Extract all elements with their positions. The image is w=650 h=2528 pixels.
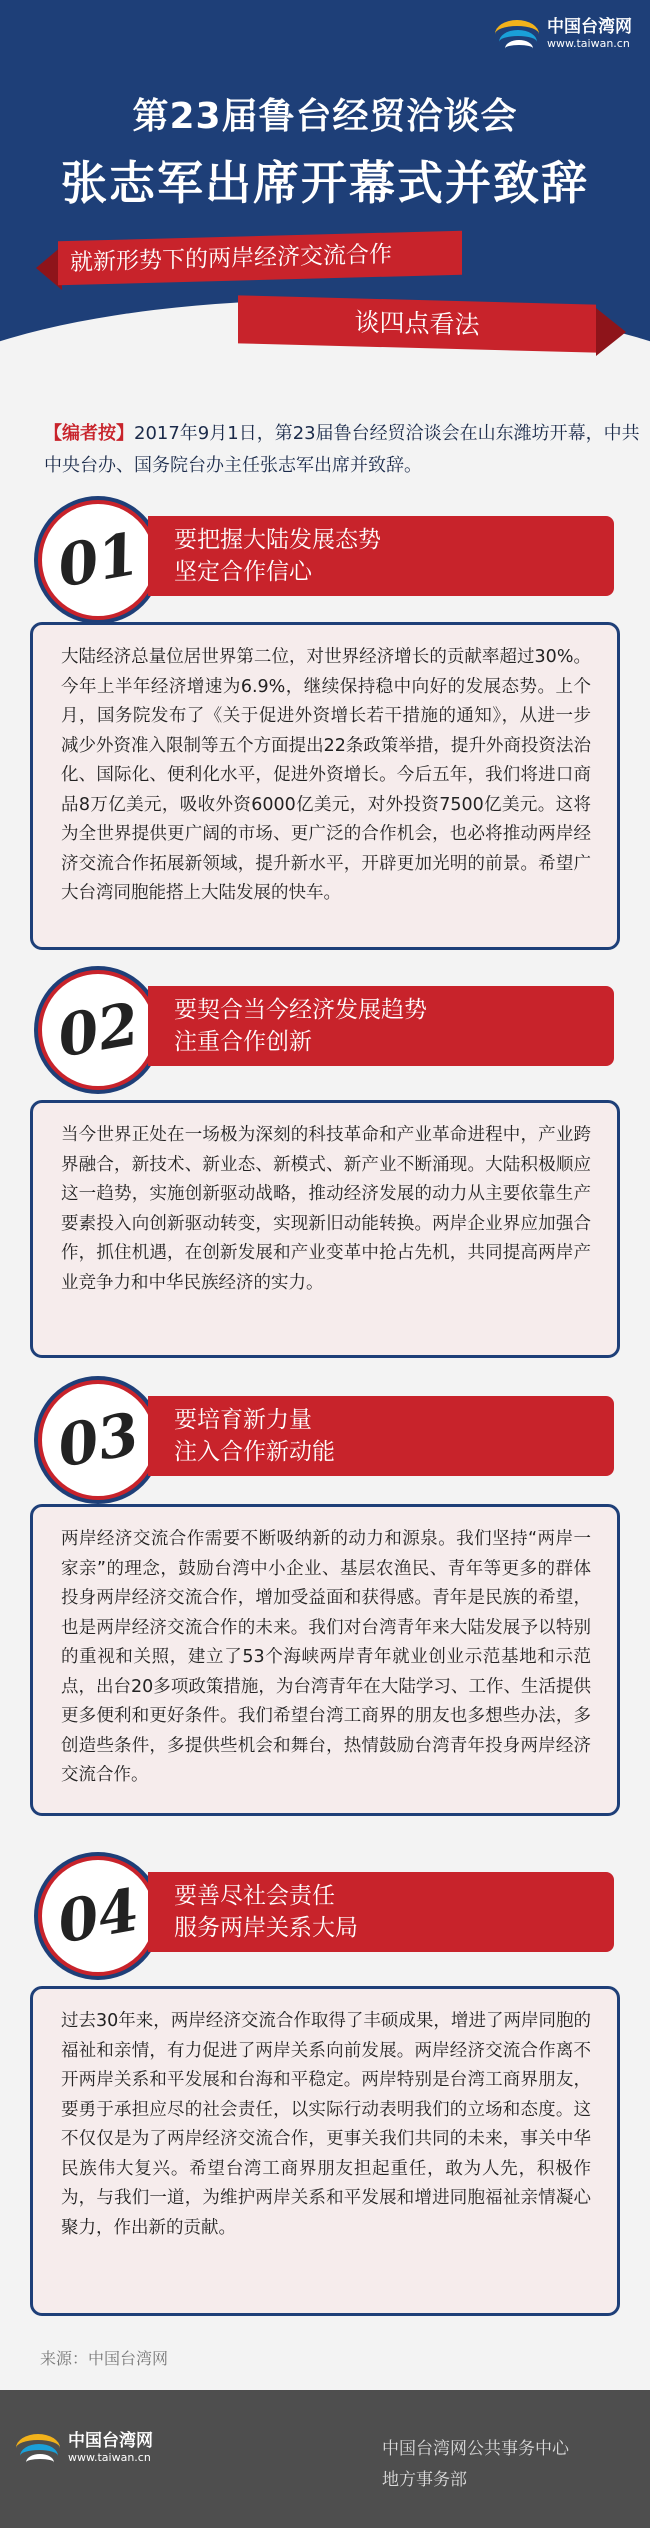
site-logo[interactable] [495, 14, 632, 54]
header-banner [0, 0, 650, 420]
section-4-heading [148, 1872, 614, 1952]
section-2-heading-line2: 注重合作创新 [174, 1029, 312, 1055]
section-1-number: 01 [52, 519, 144, 601]
section-2-heading-line1: 要契合当今经济发展趋势 [174, 997, 427, 1023]
editor-note-text: 2017年9月1日，第23届鲁台经贸洽谈会在山东潍坊开幕，中共中央台办、国务院台办主任张志军出席并致辞。 [44, 423, 640, 476]
section-1-heading-line1: 要把握大陆发展态势 [174, 527, 381, 553]
section-2-heading [148, 986, 614, 1066]
section-2-number-badge [38, 970, 158, 1090]
ribbon-2-tail [596, 308, 626, 356]
footer-info-line2: 地方事务部 [382, 2470, 467, 2490]
logo-swoosh-icon [495, 14, 541, 54]
footer [0, 2390, 650, 2528]
footer-logo-en-text: www.taiwan.cn [68, 2451, 151, 2464]
section-4-body: 过去30年来，两岸经济交流合作取得了丰硕成果，增进了两岸同胞的福祉和亲情，有力促进了两岸关系向前发展。两岸经济交流合作离不开两岸关系和平发展和台海和平稳定。两岸特别是台湾工商界朋友，要勇于承担应尽的社会责任，以实际行动表明我们的立场和态度。这不仅仅是为了两岸经济交流合作，更事关我们共同的未来，事关中华民族伟大复兴。希望台湾工商界朋友担起重任，敢为人先，积极作为，与我们一道，为维护两岸关系和平发展和增进同胞福祉亲情凝心聚力，作出新的贡献。 [30, 1986, 620, 2316]
footer-logo-cn-text: 中国台湾网 [68, 2431, 153, 2451]
section-2-number: 02 [52, 989, 144, 1071]
source-credit: 来源：中国台湾网 [40, 2349, 169, 2368]
footer-logo[interactable] [16, 2428, 153, 2468]
footer-logo-swoosh-icon [16, 2428, 62, 2468]
footer-info-line1: 中国台湾网公共事务中心 [382, 2439, 569, 2459]
section-4-heading-line2: 服务两岸关系大局 [174, 1915, 358, 1941]
section-3-number: 03 [52, 1399, 144, 1481]
section-4-number: 04 [52, 1875, 144, 1957]
section-3-number-badge [38, 1380, 158, 1500]
logo-cn-text: 中国台湾网 [547, 17, 632, 37]
section-4-number-badge [38, 1856, 158, 1976]
section-1-heading [148, 516, 614, 596]
title-line-1: 第23届鲁台经贸洽谈会 [132, 96, 518, 137]
section-3-body: 两岸经济交流合作需要不断吸纳新的动力和源泉。我们坚持“两岸一家亲”的理念，鼓励台湾中小企业、基层农渔民、青年等更多的群体投身两岸经济交流合作，增加受益面和获得感。青年是民族的希望，也是两岸经济交流合作的未来。我们对台湾青年来大陆发展予以特别的重视和关照，建立了53个海峡两岸青年就业创业示范基地和示范点，出台20多项政策措施，为台湾青年在大陆学习、工作、生活提供更多便利和更好条件。我们希望台湾工商界的朋友也多想些办法，多创造些条件，多提供些机会和舞台，热情鼓励台湾青年投身两岸经济交流合作。 [30, 1504, 620, 1816]
footer-info [382, 2434, 569, 2496]
section-2-body: 当今世界正处在一场极为深刻的科技革命和产业革命进程中，产业跨界融合，新技术、新业态、新模式、新产业不断涌现。大陆积极顺应这一趋势，实施创新驱动战略，推动经济发展的动力从主要依靠生产要素投入向创新驱动转变，实现新旧动能转换。两岸企业界应加强合作，抓住机遇，在创新发展和产业变革中抢占先机，共同提高两岸产业竞争力和中华民族经济的实力。 [30, 1100, 620, 1358]
title-line-2: 张志军出席开幕式并致辞 [61, 156, 589, 210]
editor-note-tag: 【编者按】 [44, 423, 134, 444]
section-3-heading-line1: 要培育新力量 [174, 1407, 312, 1433]
section-4-heading-line1: 要善尽社会责任 [174, 1883, 335, 1909]
editor-note [44, 418, 644, 482]
section-1-heading-line2: 坚定合作信心 [174, 559, 312, 585]
section-1-number-badge [38, 500, 158, 620]
ribbon-subtitle-2: 谈四点看法 [238, 295, 596, 352]
ribbon-subtitle-1: 就新形势下的两岸经济交流合作 [58, 231, 462, 286]
logo-en-text: www.taiwan.cn [547, 37, 630, 50]
section-1-body: 大陆经济总量位居世界第二位，对世界经济增长的贡献率超过30%。今年上半年经济增速为6.9%，继续保持稳中向好的发展态势。上个月，国务院发布了《关于促进外资增长若干措施的通知》，从进一步减少外资准入限制等五个方面提出22条政策举措，提升外商投资法治化、国际化、便利化水平，促进外资增长。今后五年，我们将进口商品8万亿美元，吸收外资6000亿美元，对外投资7500亿美元。这将为全世界提供更广阔的市场、更广泛的合作机会，也必将推动两岸经济交流合作拓展新领域，提升新水平，开辟更加光明的前景。希望广大台湾同胞能搭上大陆发展的快车。 [30, 622, 620, 950]
section-3-heading-line2: 注入合作新动能 [174, 1439, 335, 1465]
section-3-heading [148, 1396, 614, 1476]
